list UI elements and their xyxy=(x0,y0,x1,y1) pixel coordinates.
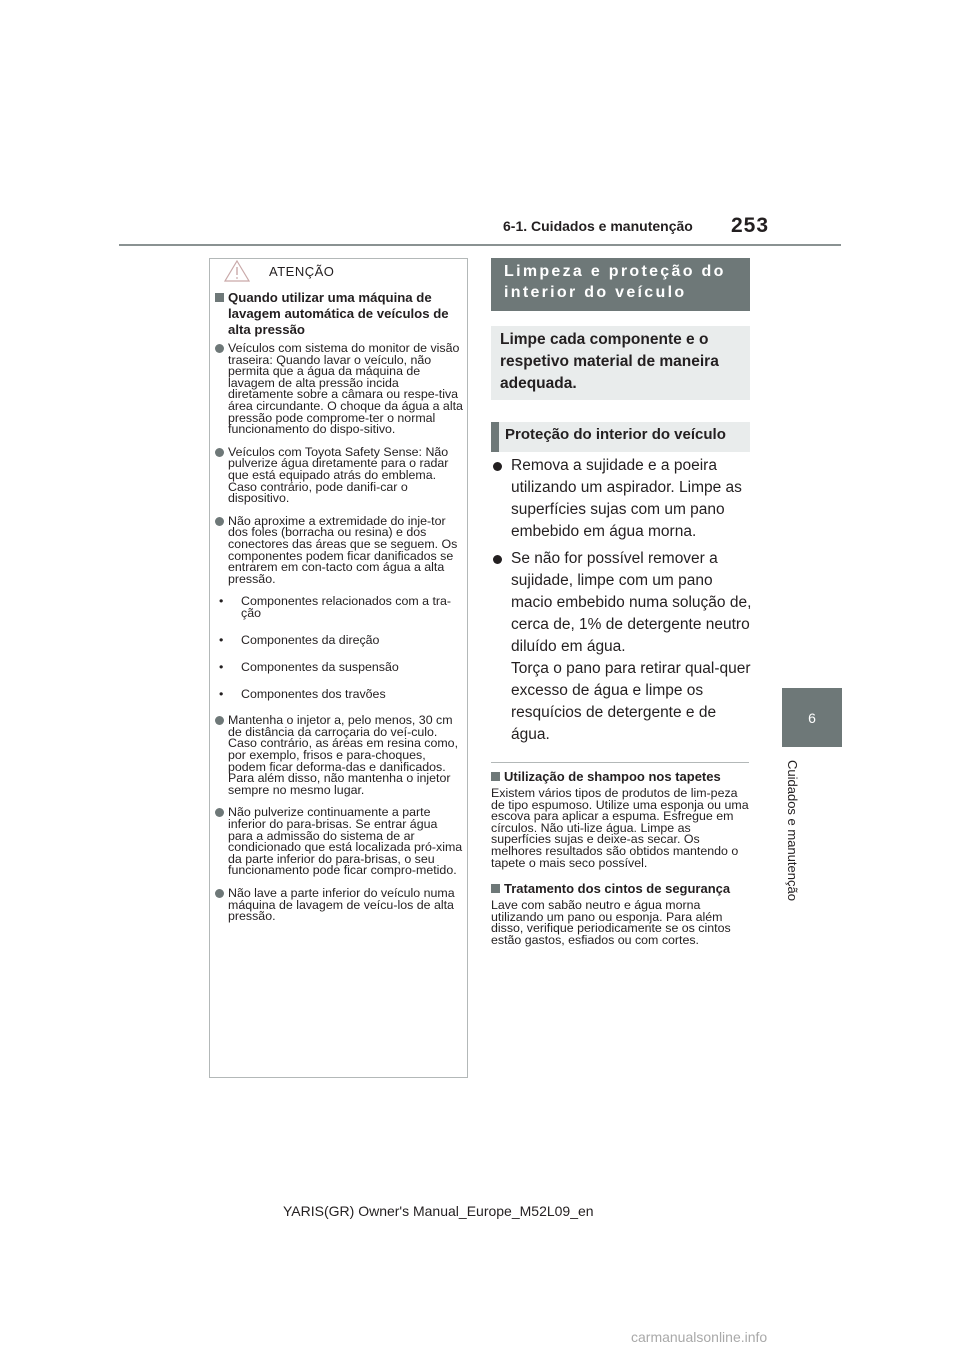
warning-subtitle xyxy=(215,290,463,338)
warning-item xyxy=(215,715,465,796)
list-item-text: Torça o pano para retirar qual-quer excesso de água e limpe os resquícios de detergente e de água. xyxy=(511,660,751,743)
circle-bullet-icon xyxy=(215,344,224,353)
instruction-list xyxy=(491,455,753,751)
section-title: 6-1. Cuidados e manutenção xyxy=(503,218,693,234)
warning-item-text: Veículos com Toyota Safety Sense: Não pulverize água diretamente para o radar que está equipado atrás do emblema. Caso contrário, pode danifi-car o dispositivo. xyxy=(228,444,449,506)
warning-item-text: Mantenha o injetor a, pelo menos, 30 cm de distância da carroçaria do veí-culo. Caso contrário, as áreas em resina como, por exemplo, frisos e para-choques, podem ficar deforma-das e danificados. Para além disso, não mantenha o injetor sempre no mesmo lugar. xyxy=(228,713,459,797)
warning-subtitle-text: Quando utilizar uma máquina de lavagem automática de veículos de alta pressão xyxy=(228,290,449,337)
divider xyxy=(491,762,749,763)
list-item-continued xyxy=(491,658,753,746)
warning-subitem-text: Componentes relacionados com a tra-ção xyxy=(241,594,452,620)
list-item-text: Remova a sujidade e a poeira utilizando um aspirador. Limpe as superfícies sujas com um pano embebido em água morna. xyxy=(511,457,742,540)
circle-bullet-icon xyxy=(215,716,224,725)
square-bullet-icon xyxy=(215,293,224,302)
circle-bullet-icon xyxy=(215,889,224,898)
chapter-label xyxy=(785,760,807,930)
circle-bullet-icon xyxy=(215,517,224,526)
section-heading xyxy=(491,769,751,784)
bullet-icon xyxy=(493,555,502,564)
page-number: 253 xyxy=(731,214,770,237)
small-bullet-icon: • xyxy=(219,686,224,701)
section-heading xyxy=(491,881,751,896)
warning-item xyxy=(215,513,465,586)
warning-subitem xyxy=(215,662,465,674)
square-bullet-icon xyxy=(491,884,500,893)
warning-subitem xyxy=(215,635,465,647)
list-item xyxy=(491,548,753,658)
footer: YARIS(GR) Owner's Manual_Europe_M52L09_en xyxy=(283,1203,594,1219)
subheading: Proteção do interior do veículo xyxy=(491,422,750,452)
circle-bullet-icon xyxy=(215,808,224,817)
warning-subitem-text: Componentes da direção xyxy=(241,633,380,648)
warning-list xyxy=(215,343,465,934)
circle-bullet-icon xyxy=(215,448,224,457)
section-text: Lave com sabão neutro e água morna utilizando um pano ou esponja. Para além disso, verifique periodicamente se os cintos estão gastos, esfiados ou com cortes. xyxy=(491,898,731,947)
section-band-title: Limpeza e proteção do interior do veículo xyxy=(491,258,750,311)
bullet-icon xyxy=(493,462,502,471)
intro-box: Limpe cada componente e o respetivo material de maneira adequada. xyxy=(491,326,750,400)
header-rule xyxy=(119,244,841,246)
warning-subitem xyxy=(215,596,465,619)
chapter-number: 6 xyxy=(808,709,816,726)
chapter-tab[interactable] xyxy=(782,688,842,747)
small-bullet-icon: • xyxy=(219,660,224,675)
warning-item-text: Veículos com sistema do monitor de visão traseira: Quando lavar o veículo, não permita que a água da máquina de lavagem de alta pressão incida diretamente sobre a câmara ou respe-tiva área circundante. O choque da água a alta pressão pode comprome-ter o normal funcionamento do dispo-sitivo. xyxy=(228,341,463,437)
care-sections xyxy=(491,769,751,959)
warning-title: ATENÇÃO xyxy=(269,264,335,279)
warning-subitem-text: Componentes da suspensão xyxy=(241,660,399,675)
warning-header xyxy=(222,259,462,283)
warning-subitem-text: Componentes dos travões xyxy=(241,686,386,701)
square-bullet-icon xyxy=(491,772,500,781)
section-heading-text: Tratamento dos cintos de segurança xyxy=(504,881,731,897)
warning-subitem xyxy=(215,686,465,701)
list-item-text: Se não for possível remover a sujidade, limpe com um pano macio embebido numa solução de, cerca de, 1% de detergente neutro diluído em água. xyxy=(511,550,752,655)
warning-item xyxy=(215,343,465,436)
warning-item-text: Não aproxime a extremidade do inje-tor dos foles (borracha ou resina) e dos conectores das áreas que se seguem. Os componentes podem ficar danificados se entrarem em con-tacto com água a alta pressão. xyxy=(228,513,458,586)
section-heading-text: Utilização de shampoo nos tapetes xyxy=(504,769,721,784)
watermark: carmanualsonline.info xyxy=(631,1329,768,1345)
section-text: Existem vários tipos de produtos de lim-peza de tipo espumoso. Utilize uma esponja ou uma escova para aplicar a espuma. Esfregue em círculos. Não uti-lize água. Limpe as superfícies sujas e deixe-as secar. Os melhores resultados são obtidos mantendo o tapete o mais seco possível. xyxy=(491,786,749,870)
list-item xyxy=(491,455,753,543)
small-bullet-icon: • xyxy=(219,633,224,648)
warning-item-text: Não lave a parte inferior do veículo numa máquina de lavagem de veícu-los de alta pressão. xyxy=(228,885,455,924)
warning-item xyxy=(215,807,465,877)
warning-item-text: Não pulverize continuamente a parte inferior do para-brisas. Se entrar água para a admissão do sistema de ar condicionado que está localizada pró-xima da parte inferior do para-brisas, o seu funcionamento pode ficar compro-metido. xyxy=(228,805,463,878)
warning-triangle-icon xyxy=(224,260,250,282)
small-bullet-icon: • xyxy=(219,594,224,609)
warning-item xyxy=(215,444,465,506)
chapter-label-text: Cuidados e manutenção xyxy=(785,760,800,901)
warning-item xyxy=(215,885,465,924)
